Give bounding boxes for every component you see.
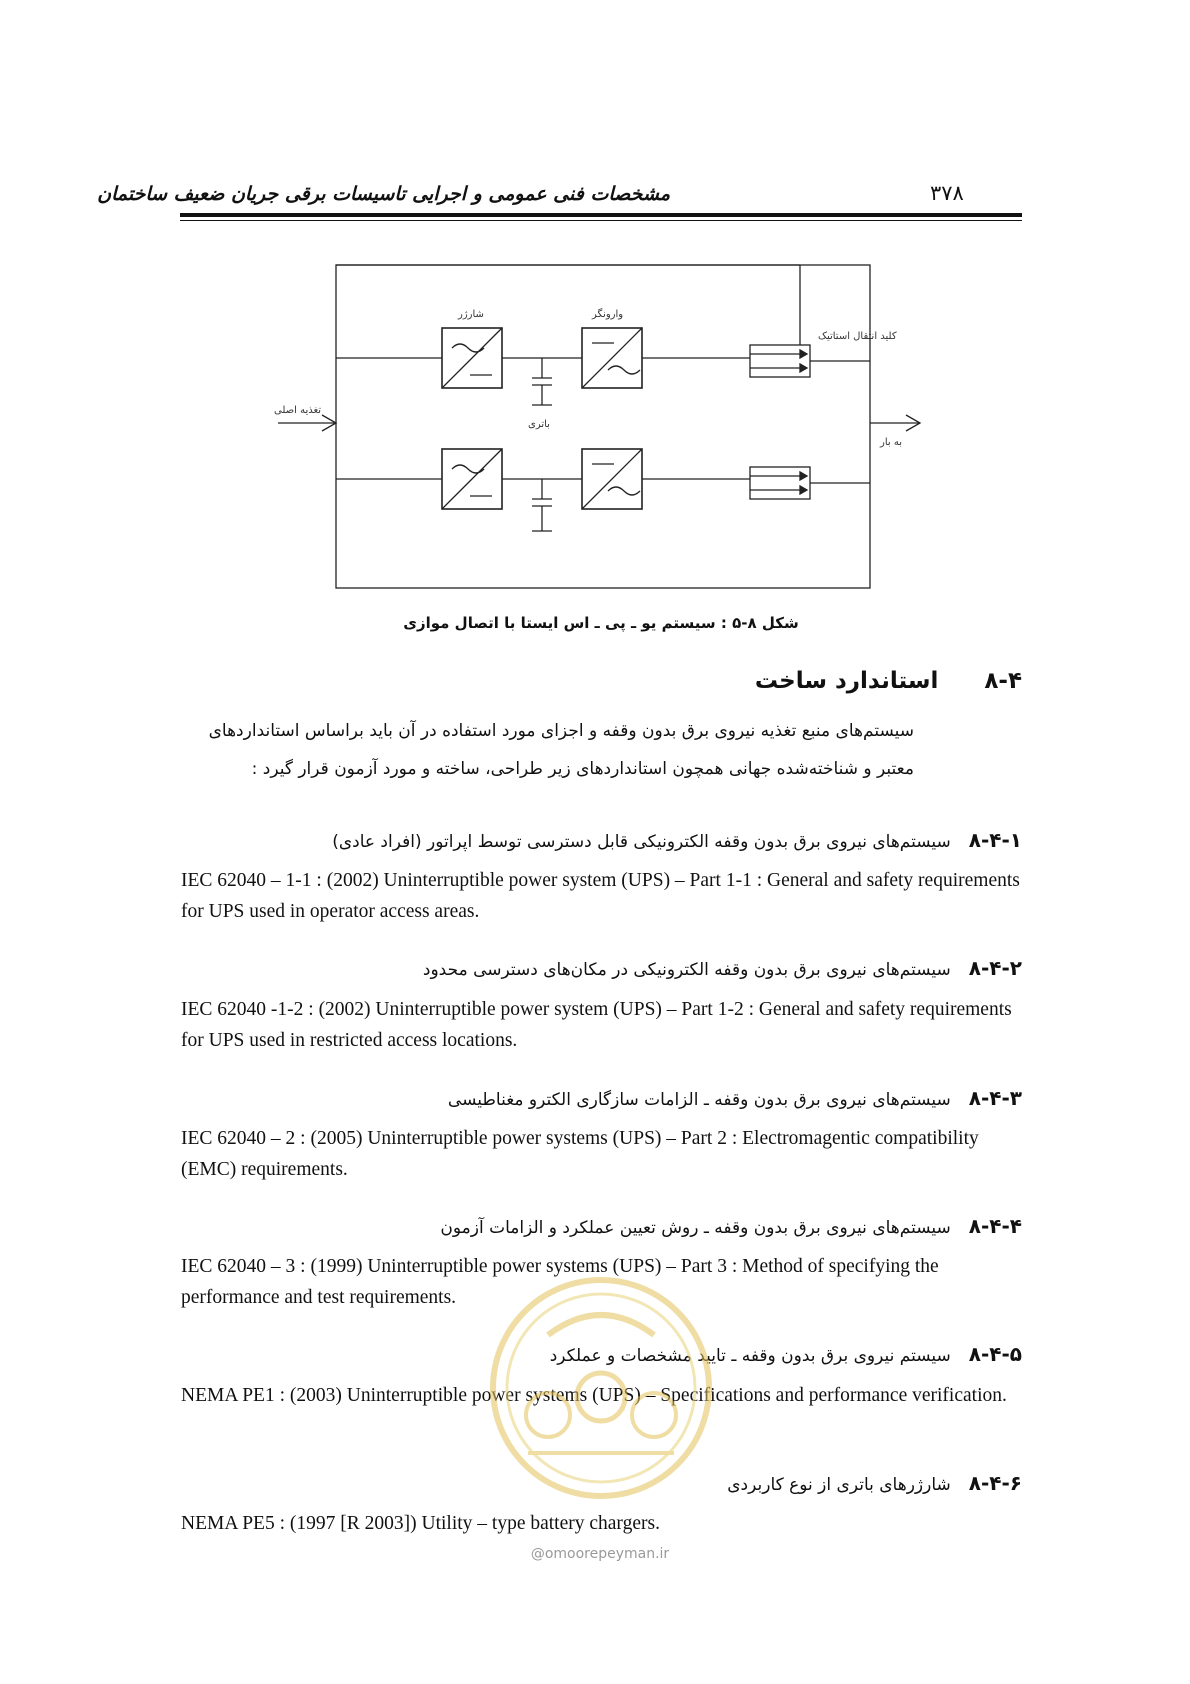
section-number: ۸-۴ [984, 668, 1022, 694]
watermark-url: @omoorepeyman.ir [530, 1546, 670, 1562]
subsection-number: ۸-۴-۴ [968, 1214, 1022, 1238]
standard-reference-6: NEMA PE5 : (1997 [R 2003]) Utility – type battery chargers. [181, 1513, 660, 1534]
label-main-supply: تغذیه اصلی [274, 405, 322, 416]
ups-parallel-diagram [270, 255, 930, 600]
subsection-heading-4 [440, 1214, 1022, 1238]
intro-line-2: معتبر و شناخته‌شده جهانی همچون استانداردهای زیر طراحی، ساخته و مورد آزمون قرار گیرد : [251, 759, 914, 779]
subsection-title: سیستم‌های نیروی برق بدون وقفه ـ الزامات سازگاری الکترو مغناطیسی [447, 1090, 951, 1110]
section-title: استاندارد ساخت [754, 668, 939, 694]
subsection-number: ۸-۴-۶ [968, 1471, 1022, 1495]
subsection-title: سیستم‌های نیروی برق بدون وقفه الکترونیکی در مکان‌های دسترسی محدود [422, 960, 951, 980]
label-inverter: وارونگر [592, 309, 624, 320]
subsection-number: ۸-۴-۲ [968, 956, 1022, 980]
label-charger: شارژر [458, 309, 484, 320]
intro-line-1: سیستم‌های منبع تغذیه نیروی برق بدون وقفه و اجزای مورد استفاده در آن باید براساس استانداردهای [208, 721, 914, 741]
subsection-number: ۸-۴-۳ [968, 1086, 1022, 1110]
standard-reference-5: NEMA PE1 : (2003) Uninterruptible power systems (UPS) – Specifications and performance verification. [181, 1385, 1007, 1406]
standard-reference-2: IEC 62040 -1-2 : (2002) Uninterruptible power system (UPS) – Part 1-2 : General and safety requirements for UPS used in restricted access locations. [181, 999, 1012, 1051]
label-static-switch: کلید انتقال استاتیک [818, 331, 897, 342]
watermark-seal-icon [488, 1275, 714, 1501]
section-heading [755, 668, 1022, 694]
standard-reference-4: IEC 62040 – 3 : (1999) Uninterruptible power systems (UPS) – Part 3 : Method of specifying the performance and test requirements. [181, 1256, 939, 1308]
subsection-heading-2 [423, 956, 1022, 980]
subsection-heading-1 [332, 828, 1022, 852]
label-to-load: به بار [880, 437, 902, 448]
subsection-title: سیستم‌های نیروی برق بدون وقفه ـ روش تعیین عملکرد و الزامات آزمون [440, 1218, 951, 1238]
subsection-title: سیستم نیروی برق بدون وقفه ـ تایید مشخصات و عملکرد [549, 1346, 951, 1366]
header-rule-thick [180, 213, 1022, 217]
header-rule-thin [180, 220, 1022, 221]
page-number: ۳۷۸ [930, 181, 964, 205]
subsection-title: سیستم‌های نیروی برق بدون وقفه الکترونیکی قابل دسترسی توسط اپراتور (افراد عادی) [332, 832, 951, 852]
subsection-heading-3 [448, 1086, 1022, 1110]
label-battery: باتری [528, 419, 550, 430]
standard-reference-3: IEC 62040 – 2 : (2005) Uninterruptible power systems (UPS) – Part 2 : Electromagentic compatibility (EMC) requirements. [181, 1128, 979, 1180]
subsection-title: شارژرهای باتری از نوع کاربردی [727, 1475, 951, 1495]
standard-reference-1: IEC 62040 – 1-1 : (2002) Uninterruptible power system (UPS) – Part 1-1 : General and safety requirements for UPS used in operator access areas. [181, 870, 1020, 922]
section-intro [174, 712, 914, 788]
subsection-heading-6 [727, 1471, 1022, 1495]
figure-caption: شکل ۸-۵ : سیستم یو ـ پی ـ اس ایستا با اتصال موازی [403, 614, 799, 632]
subsection-number: ۸-۴-۱ [968, 828, 1022, 852]
subsection-number: ۸-۴-۵ [968, 1342, 1022, 1366]
running-title: مشخصات فنی عمومی و اجرایی تاسیسات برقی جریان ضعیف ساختمان [97, 183, 670, 205]
